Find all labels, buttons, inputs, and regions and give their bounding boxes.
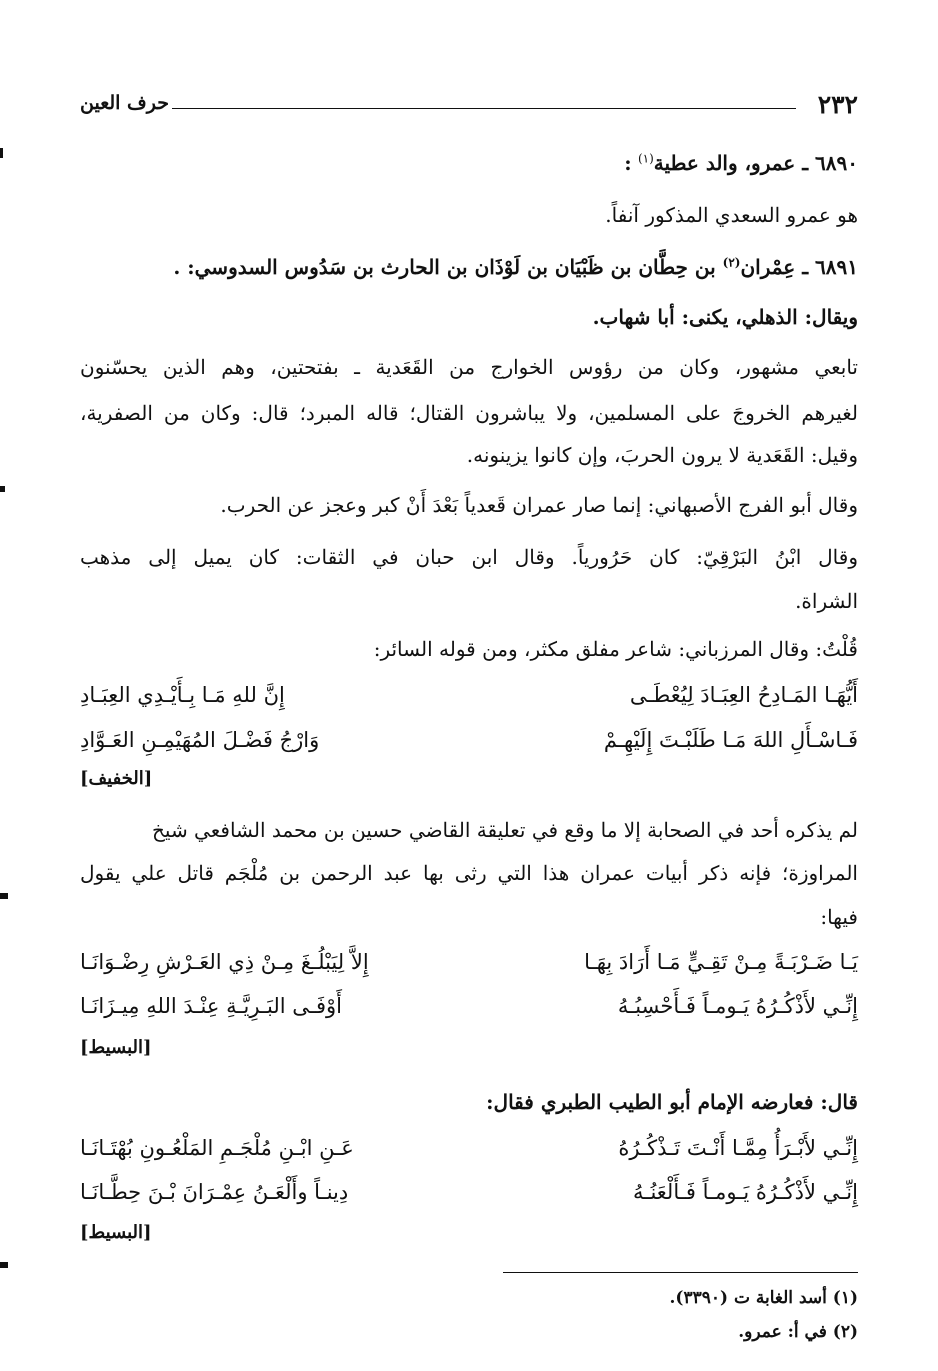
- verse-first-hemistich: إِنِّـي لأَذْكُـرُهُ يَـومـاً فَـأَلْعَنُـهُ: [633, 1180, 858, 1204]
- verse-second-hemistich: دِينـاً وأَلْعَـنُ عِمْـرَانَ بْـنَ حِطَّـانَـا: [80, 1180, 349, 1204]
- running-header: [80, 90, 858, 126]
- poem-1-verse-2: [80, 728, 858, 762]
- verse-second-hemistich: وَارْجُ فَضْـلَ المُهَيْمِـنِ العَـوَّادِ: [80, 728, 320, 752]
- poem-1-verse-1: [80, 683, 858, 717]
- footnote-separator: [503, 1272, 858, 1273]
- verse-second-hemistich: عَـنِ ابْـنِ مُلْجَـمِ المَلْعُـونِ بُهْتَـانَـا: [80, 1136, 354, 1160]
- scan-edge-mark: [0, 893, 8, 899]
- verse-first-hemistich: يَـا ضَـرْبَـةً مِـنْ تَقِـيٍّ مَـا أَرَادَ بِهَـا: [584, 950, 858, 974]
- paragraph-1-line-3: وقيل: القَعَدية لا يرون الحربَ، وإن كانوا يزينونه.: [466, 443, 858, 467]
- entry-6891-heading: [173, 252, 858, 282]
- verse-second-hemistich: إِنَّ للهِ مَـا بِـأَيْـدِي العِبَـادِ: [80, 683, 285, 707]
- paragraph-6: قال: فعارضه الإمام أبو الطيب الطبري فقال:: [486, 1090, 858, 1114]
- poem-1-meter: [الخفيف]: [80, 768, 153, 789]
- paragraph-1-line-2: لغيرهم الخروجَ على المسلمين، ولا يباشرون القتال؛ قاله المبرد؛ قال: وكان من الصفرية،: [80, 401, 858, 425]
- footnote-ref-2: (٢): [722, 255, 741, 270]
- entry-6891-lineage: بن حِطَّان بن ظَبْيَان بن لَوْذَان بن الحارث بن سَدُوس السدوسي: .: [173, 255, 716, 279]
- footnote-2: (٢) في أ: عمرو.: [738, 1322, 858, 1342]
- poem-3-verse-2: [80, 1180, 858, 1214]
- verse-first-hemistich: إِنِّـي لأَبْـرَأُ مِمَّـا أَنْـتَ تَـذْكُـرُهُ: [618, 1136, 858, 1160]
- paragraph-5-line-3: فيها:: [820, 905, 858, 929]
- entry-6890-colon: :: [624, 151, 632, 175]
- verse-first-hemistich: إِنِّـي لأَذْكُـرُهُ يَـومـاً فَـأَحْسِبُـهُ: [617, 994, 858, 1018]
- verse-first-hemistich: فَـاسْـأَلِ اللهَ مَـا طَلَبْـتَ إِلَيْهِـمْ: [603, 728, 858, 752]
- verse-second-hemistich: إِلاَّ لِيَبْلُـغَ مِـنْ ذِي العَـرْشِ رِضْـوَانَـا: [80, 950, 369, 974]
- entry-6890-body: هو عمرو السعدي المذكور آنفاً.: [605, 203, 858, 227]
- chapter-title: حرف العين: [80, 92, 169, 114]
- poem-2-meter: [البسيط]: [80, 1037, 152, 1058]
- paragraph-5-line-1: لم يذكره أحد في الصحابة إلا ما وقع في تعليقة القاضي حسين بن محمد الشافعي شيخ: [152, 818, 858, 842]
- entry-6890-heading: [624, 148, 858, 178]
- paragraph-3-line-1: وقال ابْنُ البَرْقِيّ: كان حَرُورياً. وقال ابن حبان في الثقات: كان يميل إلى مذهب: [80, 545, 858, 569]
- scan-edge-mark: [0, 486, 5, 492]
- poem-2-verse-1: [80, 950, 858, 984]
- entry-6891-kunya: ويقال: الذهلي، يكنى: أبا شهاب.: [592, 305, 858, 329]
- verse-first-hemistich: أَيُّهَـا المَـادِحُ العِبَـادَ لِيُعْطَـى: [629, 683, 858, 707]
- paragraph-5-line-2: المراوزة؛ فإنه ذكر أبيات عمران هذا التي رثى بها عبد الرحمن بن مُلْجَم قاتل علي يقول: [80, 861, 858, 885]
- paragraph-1-line-1: تابعي مشهور، وكان من رؤوس الخوارج من القَعَدية ـ بفتحتين، وهم الذين يحسّنون: [80, 355, 858, 379]
- entry-6891-name: ٦٨٩١ ـ عِمْران: [740, 255, 858, 279]
- paragraph-4: قُلْتُ: وقال المرزباني: شاعر مفلق مكثر، ومن قوله السائر:: [373, 637, 858, 661]
- paragraph-2: وقال أبو الفرج الأصبهاني: إنما صار عمران قَعدياً بَعْدَ أَنْ كبر وعجز عن الحرب.: [220, 493, 858, 517]
- poem-3-verse-1: [80, 1136, 858, 1170]
- footnote-ref-1: (١): [637, 151, 654, 166]
- verse-second-hemistich: أَوْفَـى البَـرِيَّـةِ عِنْـدَ اللهِ مِيـزَانَـا: [80, 994, 342, 1018]
- paragraph-3-line-2: الشراة.: [795, 589, 858, 613]
- header-rule: [172, 108, 796, 109]
- scan-edge-mark: [0, 148, 3, 158]
- poem-2-verse-2: [80, 994, 858, 1028]
- poem-3-meter: [البسيط]: [80, 1222, 152, 1243]
- page-number: ٢٣٢: [817, 90, 858, 119]
- scan-edge-mark: [0, 1262, 8, 1268]
- footnote-1: (١) أسد الغابة ت (٣٣٩٠).: [669, 1288, 858, 1308]
- entry-6890-title: ٦٨٩٠ ـ عمرو، والد عطية: [653, 151, 858, 175]
